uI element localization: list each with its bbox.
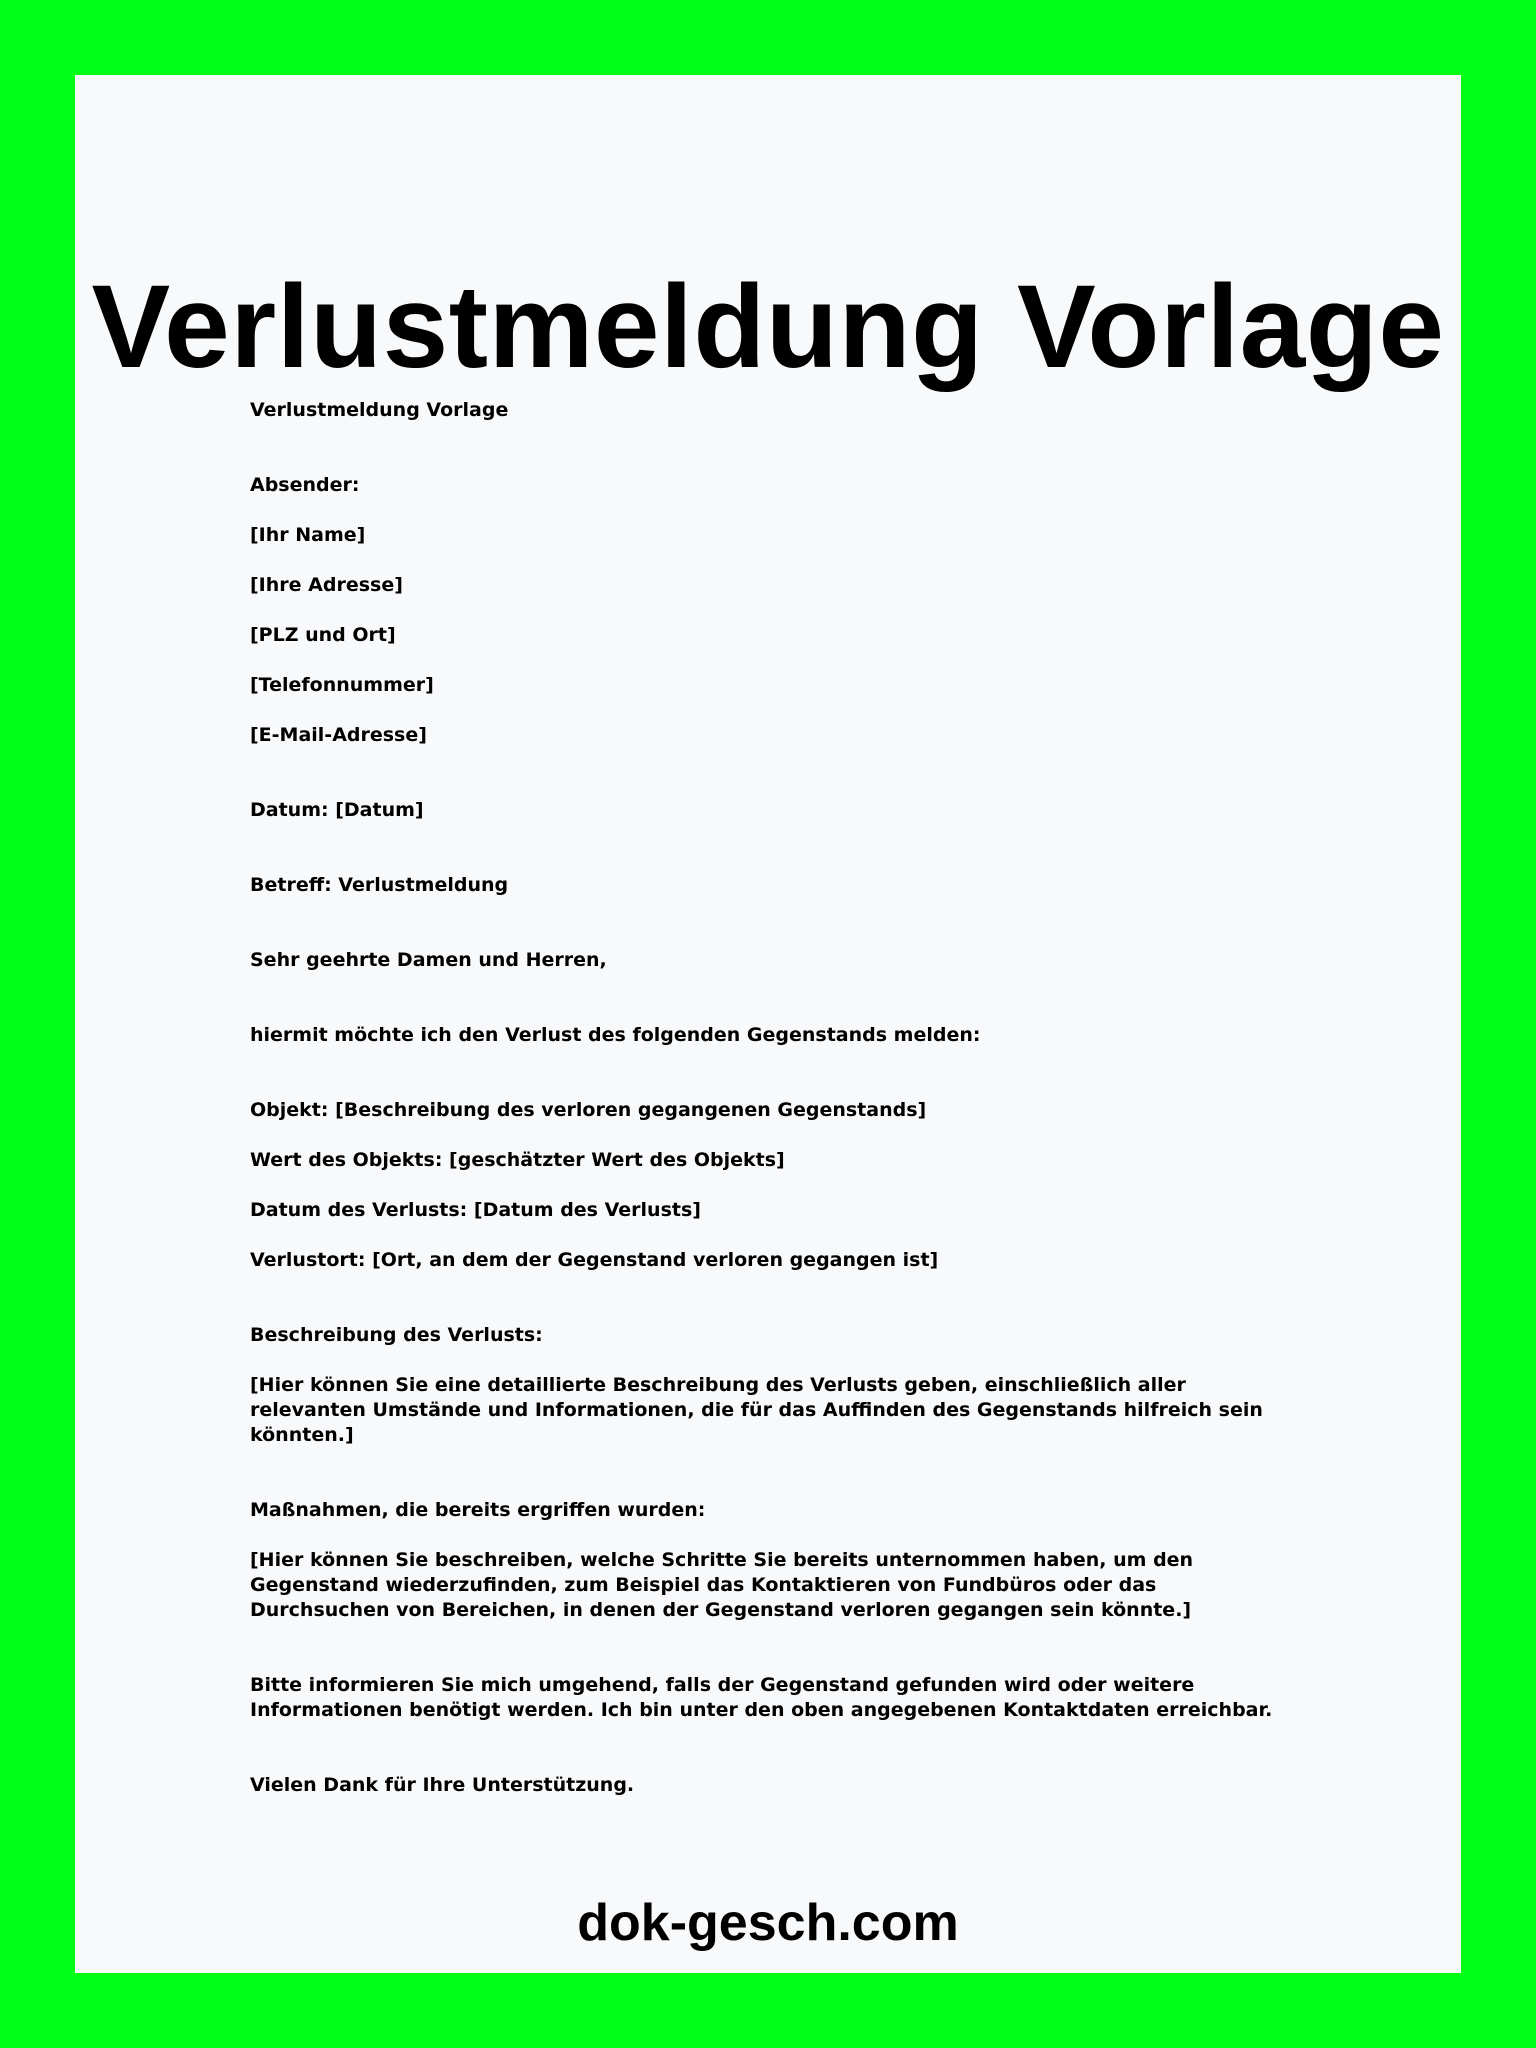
intro-text: hiermit möchte ich den Verlust des folgenden Gegenstands melden: xyxy=(250,1024,981,1046)
measures-label: Maßnahmen, die bereits ergriffen wurden: xyxy=(250,1499,706,1521)
measures-text: [Hier können Sie beschreiben, welche Schritte Sie bereits unternommen haben, um den Gegenstand wiederzufinden, zum Beispiel das Kontaktieren von Fundbüros oder das Durchsuchen von Bereichen, in denen der Gegenstand verloren gegangen sein könnte.] xyxy=(250,1549,1194,1621)
letter-heading: Verlustmeldung Vorlage xyxy=(250,399,509,421)
salutation: Sehr geehrte Damen und Herren, xyxy=(250,949,607,971)
sender-address: [Ihre Adresse] xyxy=(250,574,403,596)
document-page xyxy=(75,75,1461,1973)
subject-line: Betreff: Verlustmeldung xyxy=(250,874,509,896)
letter-body xyxy=(250,398,1290,1798)
detail-value: Wert des Objekts: [geschätzter Wert des Objekts] xyxy=(250,1149,785,1171)
loss-description-label: Beschreibung des Verlusts: xyxy=(250,1324,543,1346)
detail-loss-place: Verlustort: [Ort, an dem der Gegenstand verloren gegangen ist] xyxy=(250,1249,939,1271)
detail-loss-date: Datum des Verlusts: [Datum des Verlusts] xyxy=(250,1199,701,1221)
sender-name: [Ihr Name] xyxy=(250,524,366,546)
request-text: Bitte informieren Sie mich umgehend, falls der Gegenstand gefunden wird oder weitere Informationen benötigt werden. Ich bin unter den oben angegebenen Kontaktdaten erreichbar. xyxy=(250,1674,1273,1721)
sender-email: [E-Mail-Adresse] xyxy=(250,724,427,746)
footer-site-name: dok-gesch.com xyxy=(577,1894,959,1952)
loss-description-text: [Hier können Sie eine detaillierte Beschreibung des Verlusts geben, einschließlich aller relevanten Umstände und Informationen, die für das Auffinden des Gegenstands hilfreich sein könnten.] xyxy=(250,1374,1263,1446)
sender-zip-city: [PLZ und Ort] xyxy=(250,624,396,646)
sender-phone: [Telefonnummer] xyxy=(250,674,434,696)
date-line: Datum: [Datum] xyxy=(250,799,424,821)
closing-text: Vielen Dank für Ihre Unterstützung. xyxy=(250,1774,635,1796)
detail-object: Objekt: [Beschreibung des verloren gegangenen Gegenstands] xyxy=(250,1099,927,1121)
page-title: Verlustmeldung Vorlage xyxy=(91,261,1445,393)
sender-label: Absender: xyxy=(250,474,360,496)
